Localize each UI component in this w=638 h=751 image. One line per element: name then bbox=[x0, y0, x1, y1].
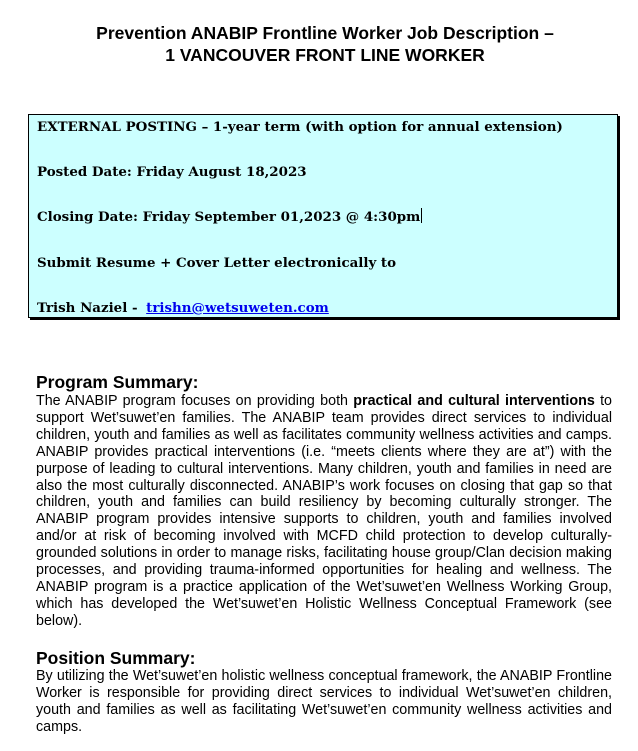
program-summary-text-start: The ANABIP program focuses on providing both bbox=[36, 393, 354, 409]
program-summary-paragraph bbox=[36, 393, 612, 630]
document-title-line-2: 1 VANCOUVER FRONT LINE WORKER bbox=[165, 45, 485, 65]
posted-date: Posted Date: Friday August 18,2023 bbox=[37, 164, 307, 180]
external-posting-box bbox=[28, 114, 618, 318]
program-summary-heading: Program Summary: bbox=[36, 372, 199, 392]
text-cursor bbox=[421, 208, 422, 223]
contact-line bbox=[37, 299, 329, 317]
position-summary-paragraph: By utilizing the Wet’suwet’en holistic wellness conceptual framework, the ANABIP Frontline Worker is responsible for providing direct services to individual Wet’suwet’en children, youth and families as well as facilitating Wet’suwet’en community wellness activities and camps. bbox=[36, 668, 612, 735]
contact-email-link[interactable]: trishn@wetsuweten.com bbox=[146, 300, 329, 316]
contact-name: Trish Naziel - bbox=[37, 300, 143, 316]
position-summary-heading: Position Summary: bbox=[36, 648, 196, 668]
closing-date: Closing Date: Friday September 01,2023 @ 4:30pm bbox=[37, 209, 421, 225]
program-summary-bold-text: practical and cultural interventions bbox=[353, 393, 595, 409]
submit-instructions: Submit Resume + Cover Letter electronically to bbox=[37, 255, 397, 271]
closing-date-line bbox=[37, 208, 422, 226]
external-posting-term: EXTERNAL POSTING – 1-year term (with option for annual extension) bbox=[37, 119, 563, 135]
program-summary-text-rest: to support Wet’suwet’en families. The ANABIP team provides direct services to individual children, youth and families as well as facilitates community wellness activities and camps. ANABIP provides practical interventions (i.e. “meets clients where they are at”) with the purpose of leading to cultural interventions. Many children, youth and families in need are also the most culturally disconnected. ANABIP’s work focuses on closing that gap so that children, youth and families can build resiliency by becoming culturally stronger. The ANABIP program provides intensive supports to children, youth and families involved and/or at risk of becoming involved with MCFD child protection to develop culturally-grounded solutions in order to manage risks, facilitating house group/Clan decision making processes, and providing trauma-informed opportunities for healing and wellness. The ANABIP program is a practice application of the Wet’suwet’en Wellness Working Group, which has developed the Wet’suwet’en Holistic Wellness Conceptual Framework (see below). bbox=[36, 393, 613, 629]
document-title-line-1: Prevention ANABIP Frontline Worker Job Description – bbox=[96, 23, 554, 43]
